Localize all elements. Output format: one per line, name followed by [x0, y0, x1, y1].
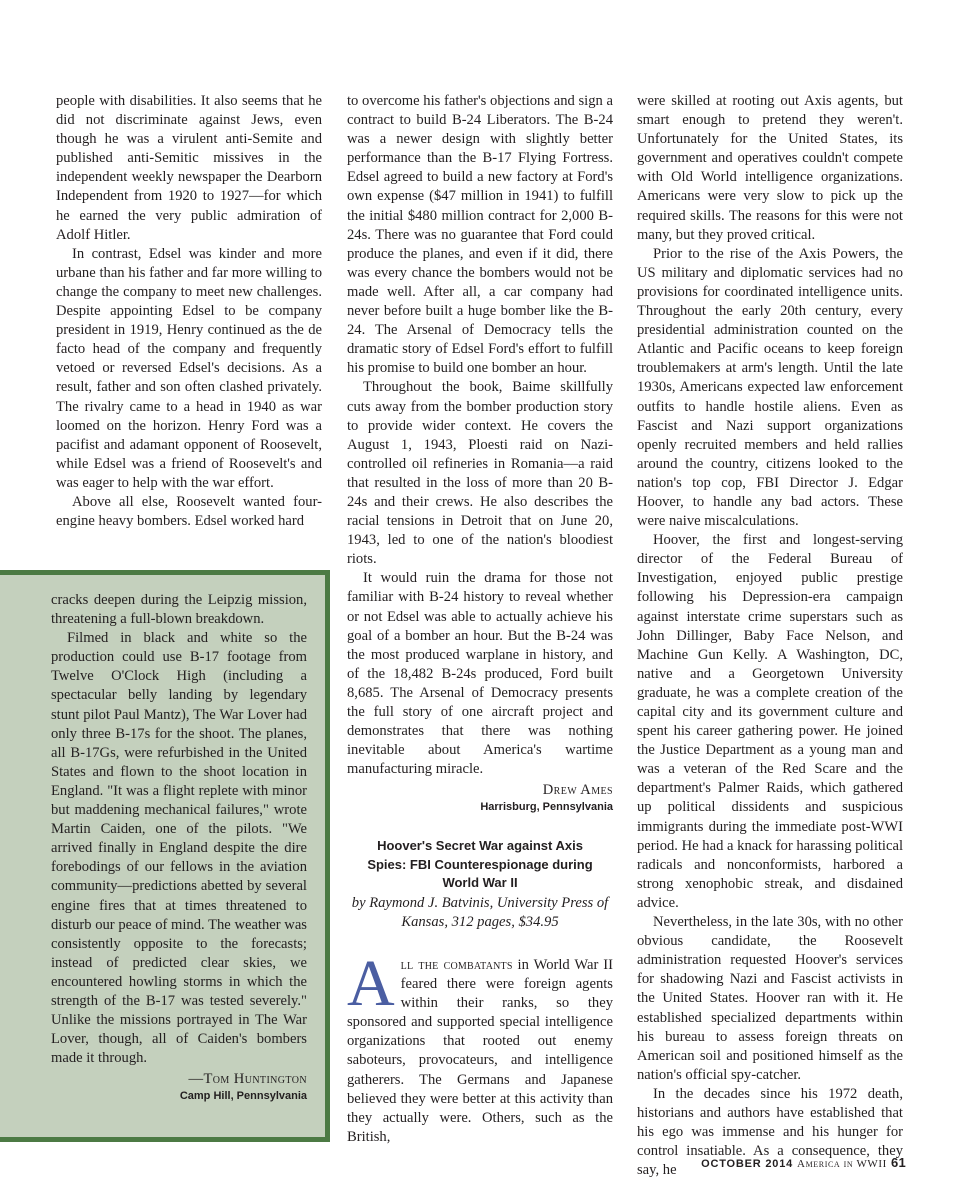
paragraph: Hoover, the first and longest-serving director of the Federal Bureau of Investigation, enjoyed public prestige following his Depression-era campaign against interstate crime superstars such as John Dillinger, Baby Face Nelson, and Machine Gun Kelly. A Washington, DC, native and a Georgetown University graduate, he was a complete creation of the capital city and its government culture and spent his career gathering power. He joined the Justice Department as a young man and was a veteran of the Red Scare and the department's Palmer Raids, which gathered up political dissidents and suspicious immigrants during the immediate post-WWI period. He had a knack for harassing political radicals and nonconformists, harbored a strong xenophobic streak, and disdained advice.: [637, 532, 903, 911]
paragraph: In the decades since his 1972 death, historians and authors have established that his ego was immense and his hunger for control insatiable. As a consequence, they say, he: [637, 1085, 903, 1179]
paragraph: Prior to the rise of the Axis Powers, the US military and diplomatic services had no provisions for coordinated intelligence units. Throughout the early 20th century, every presidential administration counted on the Atlantic and Pacific oceans to keep foreign troublemakers at arm's length. Until the late 1930s, Americans expected law enforcement outfits to handle hostile aliens. Even as Fascist and Nazi support organizations openly recruited members and held rallies around the country, citizens looked to the nation's top cop, FBI Director J. Edgar Hoover, to handle any bad actors. These were naive miscalculations.: [637, 245, 903, 530]
paragraph: Above all else, Roosevelt wanted four-engine heavy bombers. Edsel worked hard: [56, 493, 322, 530]
magazine-name: America in WWII: [797, 1158, 887, 1170]
reviewer-name: —Tom Huntington: [188, 1071, 307, 1088]
column-2: [347, 92, 613, 1147]
paragraph: It would ruin the drama for those not familiar with B-24 history to reveal whether or not Edsel was able to actually achieve his goal of a bomber an hour. But the B-24 was the most produced warplane in history, and of the 18,482 B-24s produced, Ford built 8,685. The Arsenal of Democracy presents the full story of one aircraft project and demonstrates that there was nothing inevitable about America's wartime manufacturing miracle.: [347, 570, 613, 778]
paragraph: were skilled at rooting out Axis agents, but smart enough to pretend they weren't. Unfortunately for the United States, its government and operatives couldn't compete with Old World intelligence organizations. Americans were very slow to pick up the required skills. The reasons for this were not many, but they proved critical.: [637, 93, 903, 243]
reviewer-location: Camp Hill, Pennsylvania: [179, 1090, 307, 1103]
review-byline: by Raymond J. Batvinis, University Press of Kansas, 312 pages, $34.95: [351, 894, 609, 930]
reviewer-location: Harrisburg, Pennsylvania: [480, 801, 613, 814]
issue-date: OCTOBER 2014: [701, 1158, 794, 1170]
review-opening-paragraph: [347, 946, 613, 1147]
sidebar-box: [0, 570, 330, 1142]
column-3: [637, 92, 903, 1180]
paragraph: Throughout the book, Baime skillfully cuts away from the bomber production story to provide wider context. He covers the August 1, 1943, Ploesti raid on Nazi-controlled oil refineries in Romania—a raid that resulted in the loss of more than 20 B-24s and their crews. He also describes the racial tensions in Detroit that on June 20, 1943, led to one of the nation's bloodiest riots.: [347, 379, 613, 568]
opening-smallcaps: ll the combatants: [400, 956, 513, 973]
column-1: [56, 92, 322, 531]
sidebar-text: [51, 591, 307, 1104]
page-number: 61: [890, 1155, 906, 1170]
page-footer: [701, 1155, 906, 1170]
paragraph: Filmed in black and white so the production could use B-17 footage from Twelve O'Clock High (including a spectacular belly landing by legendary stunt pilot Paul Mantz), The War Lover had only three B-17s for the shoot. The planes, all B-17Gs, were refurbished in the United States and flown to the shoot location in England. "It was a flight replete with minor but maddening mechanical failures," wrote Martin Caiden, one of the pilots. "We arrived finally in England despite the dire forebodings of our fellows in the aviation community—predictions abetted by several engine fires that at times threatened to disturb our peace of mind. The weather was consistently opposite to the forecasts; instead of predicted clear skies, we encountered howling storms in which the strength of the B-17 was tested severely." Unlike the missions portrayed in The War Lover, though, all of Caiden's bombers made it through.: [51, 630, 307, 1067]
paragraph: In contrast, Edsel was kinder and more urbane than his father and far more willing to change the company to meet new challenges. Despite appointing Edsel to be company president in 1919, Henry continued as the de facto head of the company and frequently vetoed or reversed Edsel's decisions. As a result, father and son often clashed privately. The rivalry came to a head in 1940 as war loomed on the horizon. Henry Ford was a pacifist and adamant opponent of Roosevelt, while Edsel was a friend of Roosevelt's and was eager to help with the war effort.: [56, 245, 322, 491]
opening-text: in World War II feared there were foreign agents within their ranks, so they sponsored and supported special intelligence organizations that rooted out enemy saboteurs, provocateurs, and intelligence gatherers. The Germans and Japanese believed they were better at this activity than they actually were. Others, such as the British,: [347, 956, 613, 1145]
review-title: Hoover's Secret War against Axis Spies: FBI Counterespionage during World War II: [367, 838, 593, 891]
paragraph: to overcome his father's objections and sign a contract to build B-24 Liberators. The B-24 was a newer design with slightly better performance than the B-17 Flying Fortress. Edsel agreed to build a new factory at Ford's own expense ($47 million in 1941) to fulfill the initial $480 million contract for 2,000 B-24s. There was no guarantee that Ford could produce the planes, and even if it did, there was every chance the bombers would not be made well. After all, a car company had never before built a huge bomber like the B-24. The Arsenal of Democracy tells the dramatic story of Edsel Ford's effort to fulfill his promise to build one bomber an hour.: [347, 93, 613, 377]
paragraph: Nevertheless, in the late 30s, with no other obvious candidate, the Roosevelt administration requested Hoover's services for shadowing Nazi and Fascist activists in the United States. Hoover ran with it. He established specialized departments within his bureau to assess foreign threats on American soil and positioned himself as the nation's official spy-catcher.: [637, 914, 903, 1083]
reviewer-name: Drew Ames: [542, 782, 613, 799]
paragraph: cracks deepen during the Leipzig mission, threatening a full-blown breakdown.: [51, 592, 307, 628]
drop-cap: A: [347, 946, 395, 1020]
paragraph: people with disabilities. It also seems that he did not discriminate against Jews, even though he was a virulent anti-Semite and published anti-Semitic missives in the independent weekly newspaper the Dearborn Independent from 1920 to 1927—for which he earned the very public admiration of Adolf Hitler.: [56, 93, 322, 243]
